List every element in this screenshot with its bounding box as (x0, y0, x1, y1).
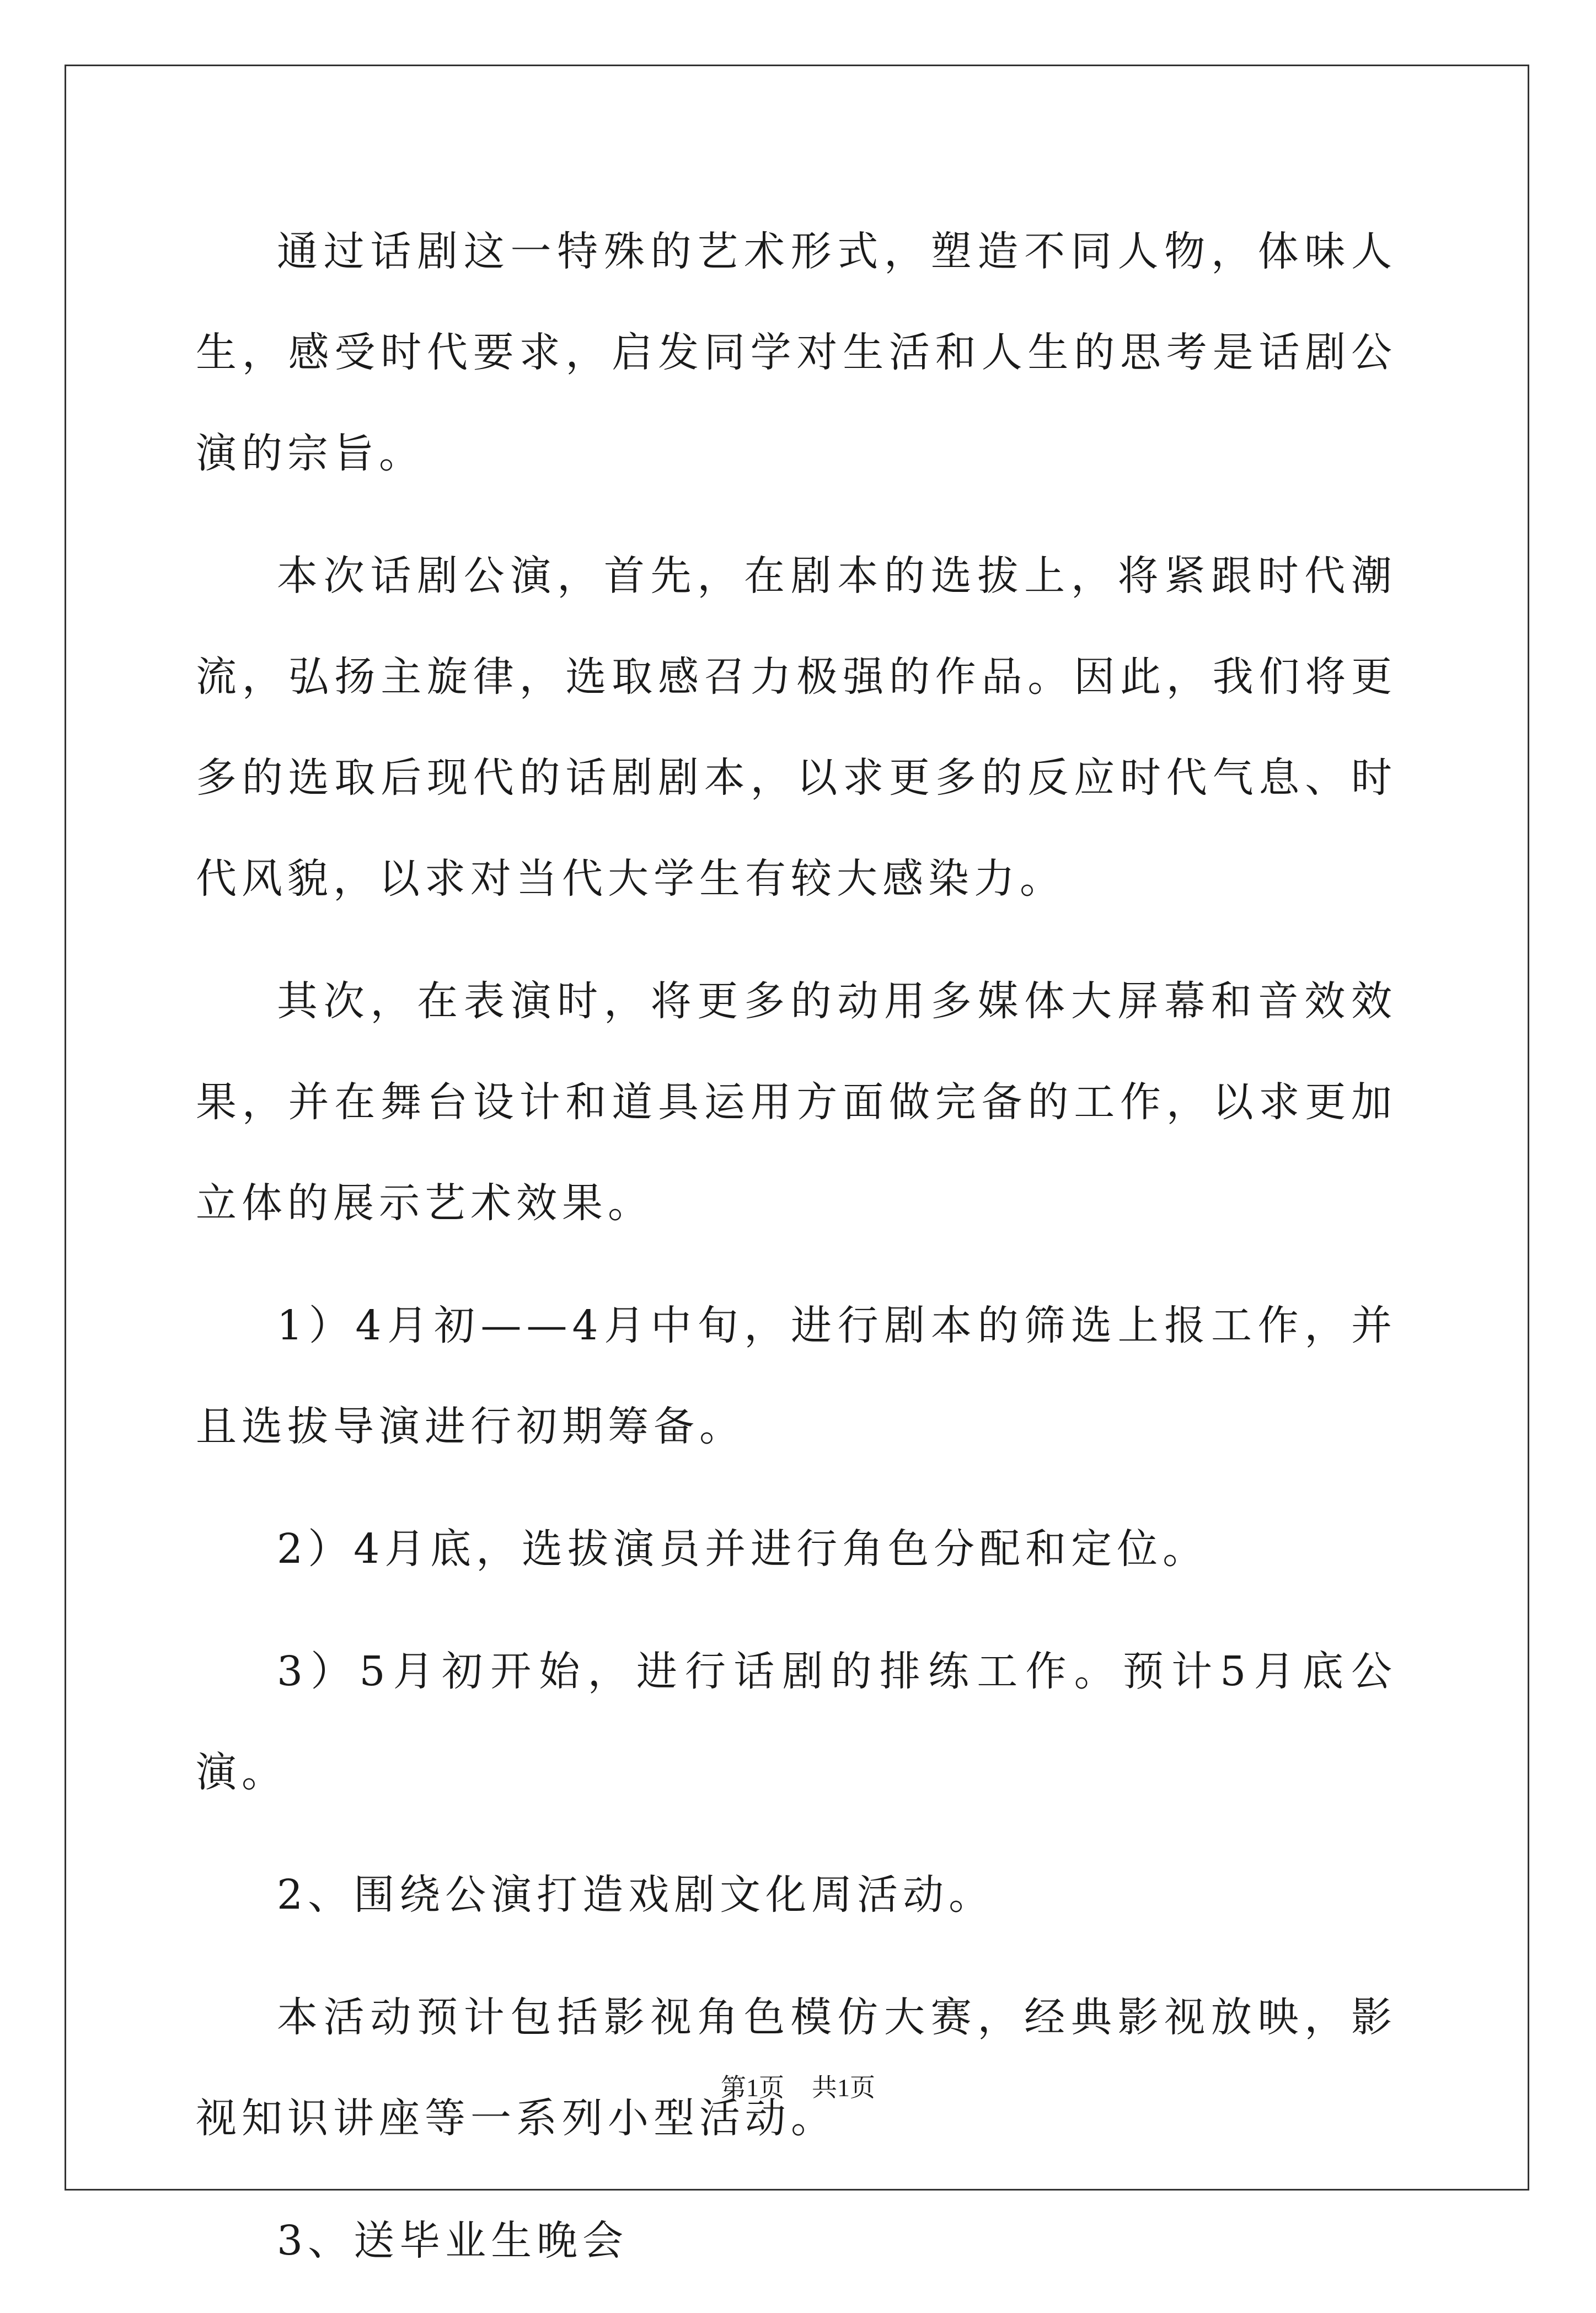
paragraph-schedule-1: 1）4月初——4月中旬，进行剧本的筛选上报工作，并且选拔导演进行初期筹备。 (196, 1302, 1397, 1450)
paragraph-schedule-2: 2）4月底，选拔演员并进行角色分配和定位。 (277, 1525, 1209, 1573)
document-body (196, 201, 1397, 2313)
paragraph-schedule-3: 3）5月初开始，进行话剧的排练工作。预计5月底公演。 (196, 1648, 1397, 1796)
paragraph-purpose: 通过话剧这一特殊的艺术形式，塑造不同人物，体味人生，感受时代要求，启发同学对生活和人生的思考是话剧公演的宗旨。 (196, 228, 1397, 477)
page-total: 共1页 (812, 2074, 875, 2102)
page-footer (0, 2071, 1596, 2104)
paragraph-performance: 其次，在表演时，将更多的动用多媒体大屏幕和音效效果，并在舞台设计和道具运用方面做完备的工作，以求更加立体的展示艺术效果。 (196, 977, 1397, 1227)
page-number: 第1页 (721, 2074, 784, 2102)
paragraph-section-3: 3、送毕业生晚会 (277, 2217, 629, 2264)
paragraph-activities: 本活动预计包括影视角色模仿大赛，经典影视放映，影视知识讲座等一系列小型活动。 (196, 1994, 1397, 2142)
paragraph-section-2: 2、围绕公演打造戏剧文化周活动。 (277, 1871, 995, 1919)
paragraph-script-selection: 本次话剧公演，首先，在剧本的选拔上，将紧跟时代潮流，弘扬主旋律，选取感召力极强的作品。因此，我们将更多的选取后现代的话剧剧本，以求更多的反应时代气息、时代风貌，以求对当代大学生有较大感染力。 (196, 552, 1397, 902)
